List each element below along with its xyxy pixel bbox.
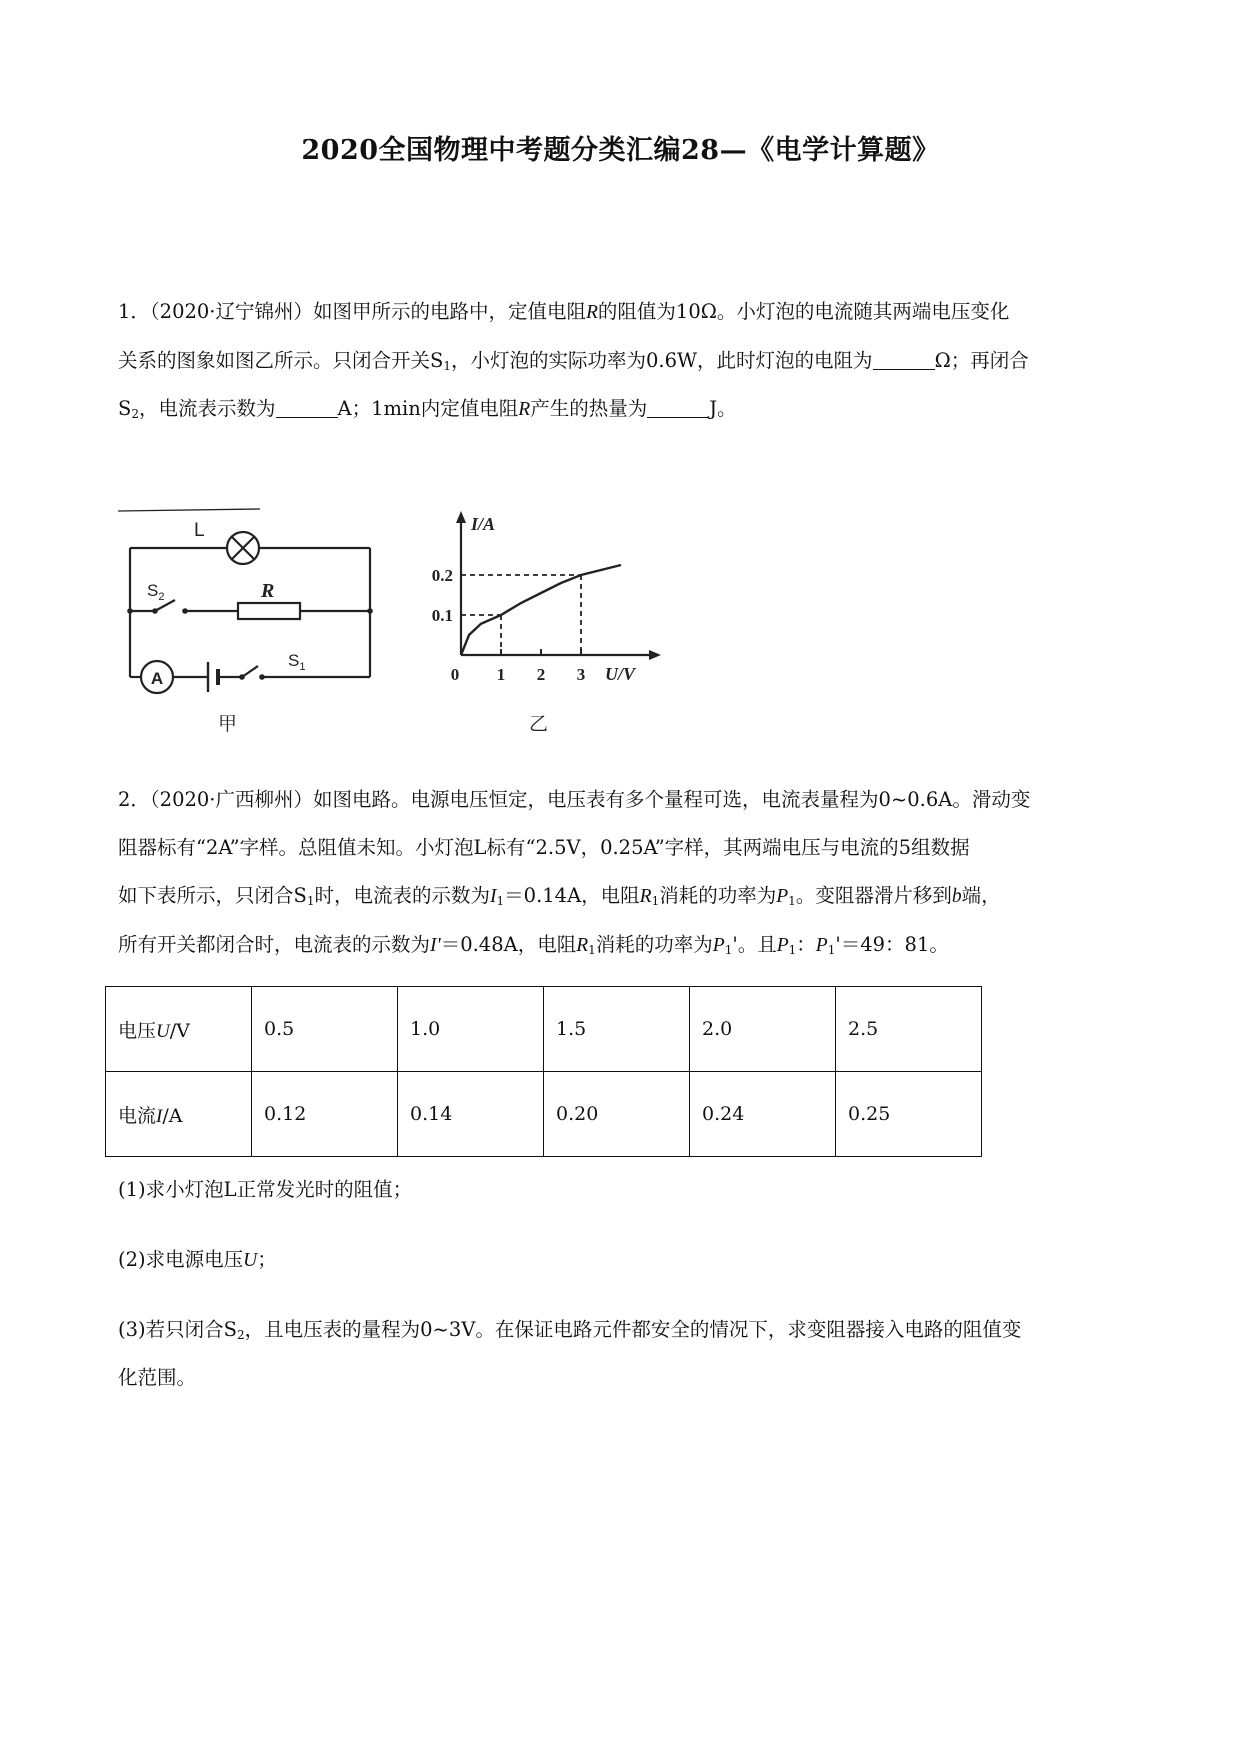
- table-cell: 1.5: [544, 987, 690, 1072]
- question-3: (3)若只闭合$S_2$，且电压表的量程为0~3V。在保证电路元件都安全的情况下，求变阻器接入电路的阻值变 化范围。: [118, 1318, 1022, 1389]
- x-axis-arrow: [649, 650, 661, 660]
- problem-2-line-3: 如下表所示，只闭合$S_1$时，电流表的示数为$I_1=0.14A$，电阻$R_1$消耗的功率为$P_1$。变阻器滑片移到b端，: [118, 884, 1001, 908]
- problem-2-line-2: 阻器标有“2A”字样。总阻值未知。小灯泡L标有“2.5V，0.25A”字样，其两端电压与电流的5组数据: [118, 836, 970, 859]
- graph-caption: 乙: [529, 713, 549, 735]
- table-cell: 0.24: [690, 1072, 836, 1157]
- lamp-label: L: [194, 520, 205, 541]
- y-axis-arrow: [456, 511, 466, 523]
- problem-2-text: [118, 776, 1128, 970]
- answer-blank-heat[interactable]: [647, 397, 709, 418]
- problem-1-line-1: 1．（2020·辽宁锦州）如图甲所示的电路中，定值电阻R的阻值为10Ω。小灯泡的电流随其两端电压变化: [118, 300, 1010, 323]
- switch-2-contact: [182, 608, 188, 614]
- question-1: (1)求小灯泡L正常发光时的阻值；: [118, 1178, 413, 1201]
- table-row-current: [106, 1072, 982, 1157]
- table-cell: 0.25: [836, 1072, 982, 1157]
- iu-curve: [461, 565, 621, 655]
- x-tick-label: 3: [576, 665, 586, 684]
- table-row-header: 电压U/V: [106, 987, 252, 1072]
- ammeter-label: A: [150, 669, 164, 688]
- switch-2-label: $S_2$: [147, 581, 165, 603]
- y-tick-label: 0.1: [431, 606, 453, 625]
- y-tick-label: 0.2: [431, 566, 453, 585]
- junction-left: [127, 608, 133, 614]
- page-title: 2020全国物理中考题分类汇编28—《电学计算题》: [301, 135, 940, 166]
- table-cell: 1.0: [398, 987, 544, 1072]
- problem-2-line-4: 所有开关都闭合时，电流表的示数为I'＝0.48A，电阻$R_1$消耗的功率为$P_1'$。且$P_1$：$P_1'=49$：81。: [118, 933, 949, 957]
- y-axis-label: I/A: [471, 514, 496, 534]
- battery-icon: [208, 662, 218, 692]
- resistor-icon: [238, 603, 300, 619]
- switch-1-label: $S_1$: [288, 651, 306, 673]
- table-cell: 2.0: [690, 987, 836, 1072]
- junction-right: [367, 608, 373, 614]
- voltage-current-table: [105, 986, 982, 1157]
- answer-blank-current[interactable]: [276, 397, 338, 418]
- switch-2-pivot: [152, 608, 158, 614]
- switch-1-pivot: [239, 674, 245, 680]
- table-cell: 0.14: [398, 1072, 544, 1157]
- problem-1-line-3: $S_2$，电流表示数为 A；1min内定值电阻R产生的热量为 J。: [118, 397, 737, 421]
- table-cell: 0.12: [252, 1072, 398, 1157]
- circuit-diagram: [110, 500, 390, 740]
- circuit-caption: 甲: [218, 713, 238, 735]
- x-tick-label: 2: [536, 665, 546, 684]
- question-2: (2)求电源电压U；: [118, 1248, 277, 1271]
- problem-2-line-1: 2．（2020·广西柳州）如图电路。电源电压恒定，电压表有多个量程可选，电流表量程为0~0.6A。滑动变: [118, 788, 1031, 811]
- x-axis-label: U/V: [605, 664, 636, 684]
- iu-graph: [415, 505, 675, 745]
- origin-label: 0: [450, 665, 460, 684]
- resistor-label: R: [261, 580, 275, 602]
- table-row-header: 电流I/A: [106, 1072, 252, 1157]
- problem-1-text: [118, 288, 1128, 434]
- x-tick-label: 1: [496, 665, 506, 684]
- problem-1-line-2: 关系的图象如图乙所示。只闭合开关$S_1$，小灯泡的实际功率为0.6W，此时灯泡的电阻为 Ω；再闭合: [118, 349, 1029, 373]
- lamp-icon: [227, 532, 259, 564]
- table-row-voltage: [106, 987, 982, 1072]
- answer-blank-resistance[interactable]: [873, 349, 935, 370]
- table-cell: 0.5: [252, 987, 398, 1072]
- table-cell: 0.20: [544, 1072, 690, 1157]
- table-cell: 2.5: [836, 987, 982, 1072]
- switch-1-contact: [259, 674, 265, 680]
